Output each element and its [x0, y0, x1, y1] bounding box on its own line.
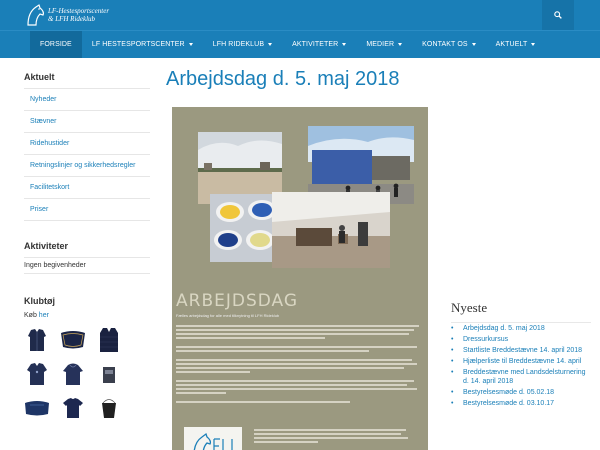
main-navigation	[0, 30, 600, 58]
poster-photo-stable	[272, 192, 390, 268]
sidebar-link[interactable]: Stævner	[24, 111, 150, 133]
sidebar-link[interactable]: Retningslinjer og sikkerhedsregler	[24, 155, 150, 177]
bullet-icon: •	[451, 369, 454, 376]
nav-item-forside[interactable]	[30, 31, 82, 58]
shop-link[interactable]: her	[38, 312, 49, 319]
caret-down-icon	[531, 43, 535, 46]
caret-down-icon	[472, 43, 476, 46]
nav-item-label: MEDIER	[366, 41, 395, 48]
newest-item[interactable]	[451, 323, 591, 334]
nav-item-label: AKTUELT	[495, 41, 528, 48]
aktuelt-list	[24, 88, 150, 221]
newest-item[interactable]	[451, 367, 591, 387]
nav-item-aktuelt[interactable]	[486, 31, 546, 58]
bullet-icon: •	[451, 389, 454, 396]
product-thumb[interactable]	[96, 327, 122, 353]
product-thumb[interactable]	[24, 327, 50, 353]
logo-line-2: & LFH Rideklub	[48, 15, 96, 23]
product-thumb[interactable]	[96, 361, 122, 387]
newest-heading: Nyeste	[451, 300, 488, 315]
newest-item-label: Bestyrelsesmøde d. 05.02.18	[463, 389, 555, 396]
bullet-icon: •	[451, 358, 454, 365]
vest-image	[98, 327, 120, 353]
poster-subtitle: Fælles arbejdsdag for alle med tilknytning til LFH Rideklub	[176, 313, 280, 318]
site-logo[interactable]	[24, 1, 109, 29]
shop-prefix: Køb	[24, 312, 39, 319]
nav-item-medier[interactable]	[356, 31, 412, 58]
sidebar-link[interactable]: Facilitetskort	[24, 177, 150, 199]
no-events-text: Ingen begivenheder	[24, 257, 150, 274]
poster-heading: ARBEJDSDAG	[176, 291, 299, 311]
horse-logo-icon	[24, 3, 46, 27]
newest-item-label: Arbejdsdag d. 5. maj 2018	[463, 325, 545, 332]
poster-club-logo	[184, 427, 242, 450]
product-thumb[interactable]	[96, 395, 122, 421]
left-sidebar	[24, 58, 150, 421]
newest-item[interactable]	[451, 334, 591, 345]
nav-item-label: LFH RIDEKLUB	[212, 41, 265, 48]
product-thumb[interactable]	[24, 395, 50, 421]
bag-image	[99, 363, 119, 385]
horse-logo-icon	[184, 427, 242, 450]
search-button[interactable]	[542, 0, 574, 30]
logo-line-1: LF-Hestesportscenter	[48, 7, 110, 15]
bullet-icon: •	[451, 400, 454, 407]
newest-item-label: Bestyrelsesmøde d. 03.10.17	[463, 400, 555, 407]
product-thumb[interactable]	[60, 361, 86, 387]
blanket-image	[24, 399, 50, 417]
newest-item-label: Hjælperliste til Breddestævne 14. april	[463, 358, 582, 365]
nav-item-label: KONTAKT OS	[422, 41, 468, 48]
bullet-icon: •	[451, 336, 454, 343]
poster-body-text	[176, 325, 424, 405]
aktiviteter-heading: Aktiviteter	[24, 241, 69, 251]
search-icon	[554, 11, 562, 19]
top-header	[0, 0, 600, 30]
newest-item-label: Dressurkursus	[463, 336, 509, 343]
nav-item-kontakt-os[interactable]	[412, 31, 485, 58]
klubtoj-heading: Klubtøj	[24, 296, 55, 306]
newest-item-label: Breddestævne med Landsdelsturnering d. 14. april 2018	[463, 369, 586, 385]
bullet-icon: •	[451, 347, 454, 354]
sidebar-link[interactable]: Priser	[24, 199, 150, 221]
tshirt-image	[62, 397, 84, 419]
product-thumb[interactable]	[24, 361, 50, 387]
newest-item[interactable]	[451, 398, 591, 409]
clothing-gallery	[24, 327, 150, 421]
event-poster[interactable]	[172, 107, 428, 450]
nav-item-aktiviteter[interactable]	[282, 31, 356, 58]
bucket-image	[99, 397, 119, 419]
caret-down-icon	[189, 43, 193, 46]
page-title: Arbejdsdag d. 5. maj 2018	[166, 68, 400, 90]
aktuelt-heading: Aktuelt	[24, 72, 55, 82]
newest-item[interactable]	[451, 387, 591, 398]
saddle-pad-image	[60, 330, 86, 350]
jacket-2-image	[26, 362, 48, 386]
newest-item[interactable]	[451, 356, 591, 367]
hoodie-image	[62, 362, 84, 386]
sidebar-link[interactable]: Ridehustider	[24, 133, 150, 155]
nav-list	[30, 31, 545, 58]
caret-down-icon	[398, 43, 402, 46]
product-thumb[interactable]	[60, 395, 86, 421]
newest-list	[451, 322, 591, 409]
nav-item-label: AKTIVITETER	[292, 41, 339, 48]
poster-footer-text	[254, 429, 414, 445]
sidebar-link[interactable]: Nyheder	[24, 89, 150, 111]
nav-item-lfh-rideklub[interactable]	[203, 31, 282, 58]
newest-widget	[451, 300, 591, 409]
nav-item-label: LF HESTESPORTSCENTER	[91, 41, 185, 48]
caret-down-icon	[342, 43, 346, 46]
caret-down-icon	[268, 43, 272, 46]
newest-item[interactable]	[451, 345, 591, 356]
newest-item-label: Startliste Breddestævne 14. april 2018	[463, 347, 583, 354]
shop-line	[24, 312, 150, 319]
product-thumb[interactable]	[60, 327, 86, 353]
nav-item-lf-hestesportscenter[interactable]	[82, 31, 203, 58]
nav-item-label: FORSIDE	[40, 41, 72, 48]
jacket-image	[27, 328, 47, 352]
bullet-icon: •	[451, 325, 454, 332]
